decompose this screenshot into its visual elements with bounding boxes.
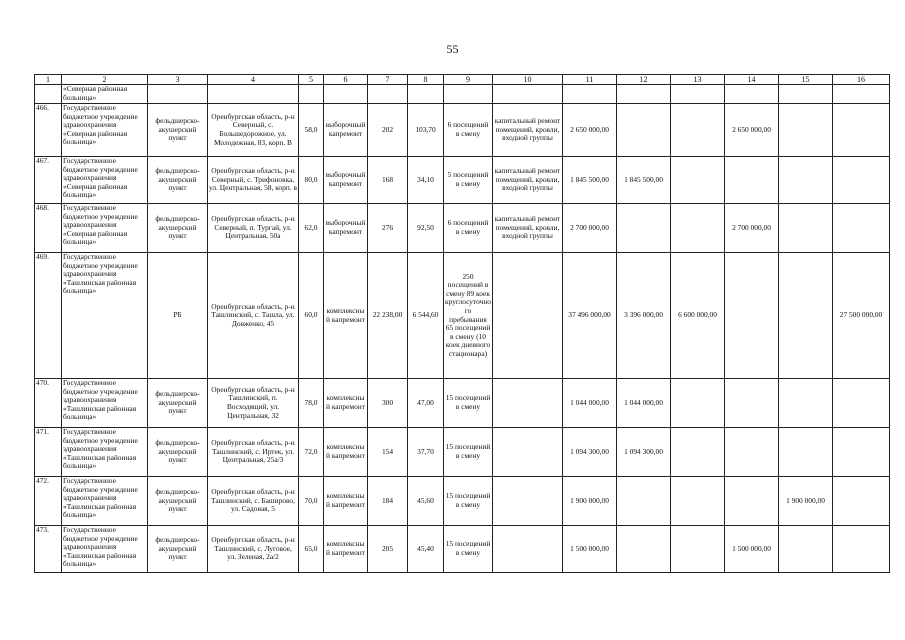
cell-empty (444, 85, 493, 104)
cell-col-6: выборочный капремонт (324, 157, 368, 204)
cell-col-13 (671, 157, 725, 204)
cell-col-16 (833, 104, 890, 157)
cell-col-15 (779, 104, 833, 157)
cell-col-13 (671, 379, 725, 428)
cell-col-16 (833, 379, 890, 428)
cell-col-3: фельдшерско-акушерский пункт (148, 477, 208, 526)
cell-col-9: 250 посещений в смену 89 коек круглосуточного пребывания 65 посещений в смену (10 коек дневного стационара) (444, 253, 493, 379)
cell-col-2: Государственное бюджетное учреждение здравоохранения «Ташлинская районная больница» (62, 253, 148, 379)
cell-col-7: 205 (368, 526, 408, 573)
column-number-row (35, 75, 890, 85)
cell-col-11: 1 044 000,00 (563, 379, 617, 428)
cell-col-5: 80,0 (299, 157, 324, 204)
cell-empty (617, 85, 671, 104)
cell-col-14 (725, 477, 779, 526)
cell-empty (299, 85, 324, 104)
cell-col-13 (671, 428, 725, 477)
cell-col-12: 1 845 500,00 (617, 157, 671, 204)
cell-col-14: 2 650 000,00 (725, 104, 779, 157)
cell-col-1: 467. (35, 157, 62, 204)
cell-col-8: 45,40 (408, 526, 444, 573)
cell-empty (779, 85, 833, 104)
cell-col-6: комплексный капремонт (324, 526, 368, 573)
cell-col-4: Оренбургская область, р-н Ташлинский, п. Восходящий, ул. Центральная, 32 (208, 379, 299, 428)
cell-col-15 (779, 428, 833, 477)
table-row (35, 104, 890, 157)
cell-col-8: 45,60 (408, 477, 444, 526)
table-row (35, 253, 890, 379)
cell-col-4: Оренбургская область, р-н Северный, с. Большедорожное, ул. Молодежная, 83, корп. В (208, 104, 299, 157)
cell-col-10 (493, 379, 563, 428)
column-number-13: 13 (671, 75, 725, 85)
column-number-14: 14 (725, 75, 779, 85)
cell-col-11: 1 500 000,00 (563, 526, 617, 573)
cell-col-7: 300 (368, 379, 408, 428)
column-number-5: 5 (299, 75, 324, 85)
cell-col-14 (725, 253, 779, 379)
cell-col-5: 78,0 (299, 379, 324, 428)
cell-col-13 (671, 477, 725, 526)
cell-col-7: 202 (368, 104, 408, 157)
cell-col-2: Государственное бюджетное учреждение здравоохранения «Ташлинская районная больница» (62, 526, 148, 573)
cell-col-7: 168 (368, 157, 408, 204)
page-number: 55 (446, 42, 459, 56)
cell-col-12: 3 396 000,00 (617, 253, 671, 379)
cell-col-1: 470. (35, 379, 62, 428)
cell-col-6: комплексный капремонт (324, 253, 368, 379)
cell-empty (493, 85, 563, 104)
cell-col-9: 15 посещений в смену (444, 428, 493, 477)
column-number-15: 15 (779, 75, 833, 85)
cell-col-9: 5 посещений в смену (444, 157, 493, 204)
cell-col-16 (833, 157, 890, 204)
cell-col-9: 6 посещений в смену (444, 204, 493, 253)
cell-col-13 (671, 204, 725, 253)
cell-col-2: «Северная районная больница» (62, 85, 148, 104)
cell-col-8: 103,70 (408, 104, 444, 157)
cell-col-7: 276 (368, 204, 408, 253)
cell-col-3: фельдшерско-акушерский пункт (148, 204, 208, 253)
cell-col-10: капитальный ремонт помещений, кровли, входной группы (493, 157, 563, 204)
table-row (35, 379, 890, 428)
table-row (35, 157, 890, 204)
cell-col-4: Оренбургская область, р-н Северный, с. Трифоновка, ул. Центральная, 58, корп. в (208, 157, 299, 204)
cell-empty (148, 85, 208, 104)
cell-col-13 (671, 104, 725, 157)
cell-col-6: комплексный капремонт (324, 477, 368, 526)
cell-col-9: 6 посещений в смену (444, 104, 493, 157)
cell-col-7: 184 (368, 477, 408, 526)
cell-col-10 (493, 428, 563, 477)
column-number-12: 12 (617, 75, 671, 85)
cell-col-8: 47,00 (408, 379, 444, 428)
cell-col-1 (35, 85, 62, 104)
column-number-10: 10 (493, 75, 563, 85)
cell-empty (324, 85, 368, 104)
cell-col-1: 471. (35, 428, 62, 477)
cell-col-5: 65,0 (299, 526, 324, 573)
column-number-9: 9 (444, 75, 493, 85)
column-number-4: 4 (208, 75, 299, 85)
cell-col-1: 473. (35, 526, 62, 573)
cell-col-2: Государственное бюджетное учреждение здравоохранения «Северная районная больница» (62, 157, 148, 204)
cell-col-5: 60,0 (299, 253, 324, 379)
column-number-8: 8 (408, 75, 444, 85)
continuation-row (35, 85, 890, 104)
cell-col-1: 469. (35, 253, 62, 379)
cell-col-2: Государственное бюджетное учреждение здравоохранения «Северная районная больница» (62, 204, 148, 253)
cell-col-16 (833, 477, 890, 526)
cell-col-4: Оренбургская область, р-н Ташлинский, с. Луговое, ул. Зеленая, 2а/2 (208, 526, 299, 573)
cell-col-3: фельдшерско-акушерский пункт (148, 157, 208, 204)
cell-col-11: 2 650 000,00 (563, 104, 617, 157)
column-number-11: 11 (563, 75, 617, 85)
cell-col-15 (779, 253, 833, 379)
table-row (35, 477, 890, 526)
cell-col-14 (725, 379, 779, 428)
column-number-2: 2 (62, 75, 148, 85)
cell-col-3: фельдшерско-акушерский пункт (148, 379, 208, 428)
cell-col-15: 1 900 000,00 (779, 477, 833, 526)
cell-col-15 (779, 204, 833, 253)
cell-col-6: выборочный капремонт (324, 104, 368, 157)
cell-col-14 (725, 428, 779, 477)
cell-col-10 (493, 526, 563, 573)
cell-col-11: 1 900 000,00 (563, 477, 617, 526)
column-number-1: 1 (35, 75, 62, 85)
cell-col-10: капитальный ремонт помещений, кровли, входной группы (493, 204, 563, 253)
cell-empty (725, 85, 779, 104)
cell-col-6: комплексный капремонт (324, 428, 368, 477)
cell-col-16 (833, 526, 890, 573)
cell-col-5: 70,0 (299, 477, 324, 526)
cell-col-8: 92,50 (408, 204, 444, 253)
cell-col-12: 1 094 300,00 (617, 428, 671, 477)
cell-empty (563, 85, 617, 104)
cell-col-12 (617, 204, 671, 253)
cell-col-6: выборочный капремонт (324, 204, 368, 253)
table-row (35, 428, 890, 477)
capital-repair-table (34, 74, 890, 573)
cell-col-11: 37 496 000,00 (563, 253, 617, 379)
cell-col-9: 15 посещений в смену (444, 379, 493, 428)
cell-col-12 (617, 526, 671, 573)
table-row (35, 526, 890, 573)
cell-col-16 (833, 428, 890, 477)
cell-col-10 (493, 477, 563, 526)
cell-col-8: 34,10 (408, 157, 444, 204)
cell-col-4: Оренбургская область, р-н Ташлинский, с. Баширово, ул. Садовая, 5 (208, 477, 299, 526)
cell-col-10: капитальный ремонт помещений, кровли, входной группы (493, 104, 563, 157)
cell-col-7: 22 238,00 (368, 253, 408, 379)
cell-col-4: Оренбургская область, р-н Северный, п. Тургай, ул. Центральная, 50а (208, 204, 299, 253)
cell-col-14: 2 700 000,00 (725, 204, 779, 253)
cell-col-2: Государственное бюджетное учреждение здравоохранения «Северная районная больница» (62, 104, 148, 157)
cell-col-11: 1 094 300,00 (563, 428, 617, 477)
cell-col-3: фельдшерско-акушерский пункт (148, 428, 208, 477)
cell-empty (671, 85, 725, 104)
cell-col-3: РБ (148, 253, 208, 379)
cell-col-4: Оренбургская область, р-н Ташлинский, с. Иртек, ул. Центральная, 25а/3 (208, 428, 299, 477)
cell-col-7: 154 (368, 428, 408, 477)
cell-col-1: 468. (35, 204, 62, 253)
cell-col-5: 62,0 (299, 204, 324, 253)
cell-col-9: 15 посещений в смену (444, 526, 493, 573)
cell-col-16 (833, 204, 890, 253)
cell-col-13: 6 600 000,00 (671, 253, 725, 379)
cell-col-12 (617, 477, 671, 526)
cell-col-2: Государственное бюджетное учреждение здравоохранения «Ташлинская районная больница» (62, 477, 148, 526)
cell-col-3: фельдшерско-акушерский пункт (148, 104, 208, 157)
cell-col-6: комплексный капремонт (324, 379, 368, 428)
cell-col-15 (779, 379, 833, 428)
cell-col-1: 472. (35, 477, 62, 526)
cell-empty (833, 85, 890, 104)
cell-col-14 (725, 157, 779, 204)
table-row (35, 204, 890, 253)
cell-col-3: фельдшерско-акушерский пункт (148, 526, 208, 573)
cell-col-15 (779, 157, 833, 204)
cell-col-14: 1 500 000,00 (725, 526, 779, 573)
cell-col-5: 72,0 (299, 428, 324, 477)
cell-col-1: 466. (35, 104, 62, 157)
cell-col-11: 2 700 000,00 (563, 204, 617, 253)
cell-col-12 (617, 104, 671, 157)
column-number-3: 3 (148, 75, 208, 85)
cell-empty (208, 85, 299, 104)
cell-empty (408, 85, 444, 104)
cell-col-2: Государственное бюджетное учреждение здравоохранения «Ташлинская районная больница» (62, 379, 148, 428)
column-number-6: 6 (324, 75, 368, 85)
cell-col-9: 15 посещений в смену (444, 477, 493, 526)
cell-col-8: 6 544,60 (408, 253, 444, 379)
cell-col-15 (779, 526, 833, 573)
cell-col-11: 1 845 500,00 (563, 157, 617, 204)
cell-col-8: 37,70 (408, 428, 444, 477)
cell-col-5: 58,0 (299, 104, 324, 157)
cell-col-4: Оренбургская область, р-н Ташлинский, с. Ташла, ул. Довженко, 45 (208, 253, 299, 379)
cell-empty (368, 85, 408, 104)
cell-col-12: 1 044 000,00 (617, 379, 671, 428)
cell-col-2: Государственное бюджетное учреждение здравоохранения «Ташлинская районная больница» (62, 428, 148, 477)
cell-col-13 (671, 526, 725, 573)
cell-col-10 (493, 253, 563, 379)
cell-col-16: 27 500 000,00 (833, 253, 890, 379)
column-number-16: 16 (833, 75, 890, 85)
column-number-7: 7 (368, 75, 408, 85)
